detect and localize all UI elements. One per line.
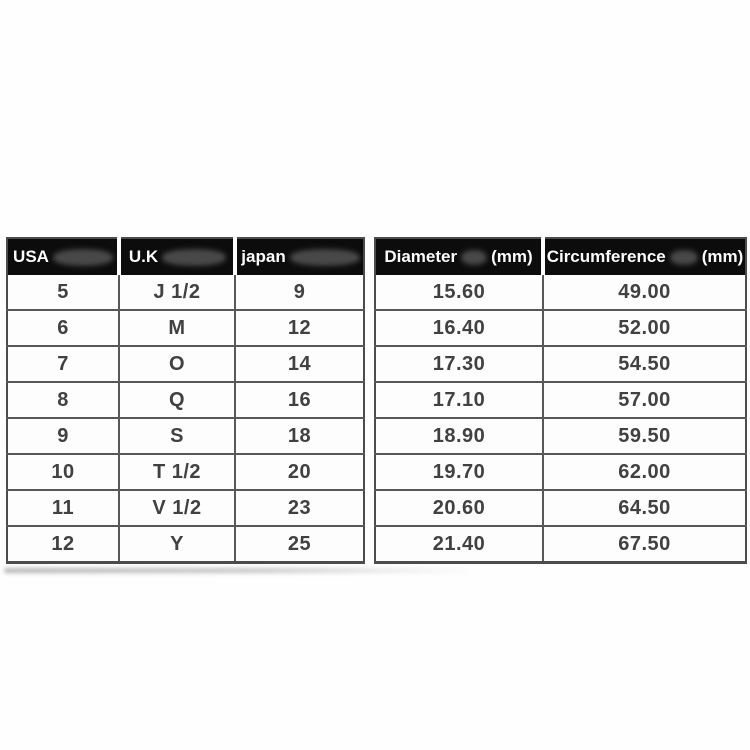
column-header-circumference-unit: (mm) — [701, 247, 744, 266]
cell-usa: 6 — [7, 310, 119, 346]
header-row — [375, 238, 746, 275]
cell-japan: 18 — [235, 418, 364, 454]
column-header-diameter-unit: (mm) — [491, 247, 533, 266]
table-row — [7, 346, 364, 382]
table-row — [7, 418, 364, 454]
cell-uk: Q — [119, 382, 235, 418]
cell-uk: V 1/2 — [119, 490, 235, 526]
table-row — [375, 454, 746, 490]
cell-uk: M — [119, 310, 235, 346]
cell-japan: 16 — [235, 382, 364, 418]
cell-japan: 12 — [235, 310, 364, 346]
cell-usa: 5 — [57, 280, 69, 303]
cell-circumference: 54.50 — [543, 346, 746, 382]
blurred-text-smudge — [163, 250, 225, 265]
table-row — [375, 382, 746, 418]
cell-uk: T 1/2 — [119, 454, 235, 490]
cell-japan: 20 — [235, 454, 364, 490]
table-row — [375, 526, 746, 563]
table-row — [7, 382, 364, 418]
column-header-uk — [119, 238, 235, 275]
cell-diameter: 20.60 — [375, 490, 543, 526]
table-row — [7, 454, 364, 490]
photo-shadow-artifact — [4, 568, 474, 573]
cell-usa: 11 — [7, 490, 119, 526]
column-header-diameter-label: Diameter — [384, 247, 458, 266]
table-row — [375, 418, 746, 454]
cell-diameter: 18.90 — [375, 418, 543, 454]
table-row — [7, 310, 364, 346]
column-header-uk-label: U.K — [128, 247, 159, 266]
cell-circumference: 57.00 — [543, 382, 746, 418]
cell-japan: 23 — [235, 490, 364, 526]
column-header-japan-label: japan — [241, 247, 286, 266]
cell-usa: 7 — [7, 346, 119, 382]
table-row — [7, 275, 364, 310]
cell-diameter: 16.40 — [375, 310, 543, 346]
column-header-circumference — [543, 238, 746, 275]
cell-circumference: 49.00 — [543, 275, 746, 310]
cell-diameter: 21.40 — [375, 526, 543, 563]
table-row — [7, 490, 364, 526]
cell-circumference: 62.00 — [543, 454, 746, 490]
table-row — [375, 275, 746, 310]
ring-size-table-sizes — [6, 237, 365, 564]
ring-size-table-measurements — [374, 237, 747, 564]
cell-japan: 25 — [235, 526, 364, 563]
column-header-circumference-label: Circumference — [546, 247, 666, 266]
cell-usa: 10 — [7, 454, 119, 490]
cell-diameter: 19.70 — [375, 454, 543, 490]
cell-diameter: 17.30 — [375, 346, 543, 382]
cell-usa: 12 — [7, 526, 119, 563]
blurred-text-smudge — [54, 250, 112, 265]
cell-japan: 14 — [235, 346, 364, 382]
cell-circumference: 67.50 — [543, 526, 746, 563]
cell-uk: Y — [119, 526, 235, 563]
cell-uk: O — [119, 346, 235, 382]
blurred-text-smudge — [291, 250, 359, 265]
cell-uk: J 1/2 — [119, 275, 235, 310]
column-header-japan — [235, 238, 364, 275]
blurred-text-smudge — [462, 251, 486, 264]
cell-circumference: 64.50 — [543, 490, 746, 526]
cell-japan: 9 — [235, 275, 364, 310]
blurred-text-smudge — [671, 251, 697, 264]
header-row — [7, 238, 364, 275]
table-row — [7, 526, 364, 563]
ring-size-tables — [6, 237, 747, 564]
cell-circumference: 59.50 — [543, 418, 746, 454]
cell-usa: 9 — [7, 418, 119, 454]
cell-diameter: 15.60 — [432, 280, 486, 303]
column-header-diameter — [375, 238, 543, 275]
table-row — [375, 346, 746, 382]
cell-uk: S — [119, 418, 235, 454]
column-header-usa — [7, 238, 119, 275]
cell-circumference: 52.00 — [543, 310, 746, 346]
column-header-usa-label: USA — [13, 247, 49, 266]
table-row — [375, 310, 746, 346]
cell-diameter: 17.10 — [375, 382, 543, 418]
table-row — [375, 490, 746, 526]
cell-usa: 8 — [7, 382, 119, 418]
